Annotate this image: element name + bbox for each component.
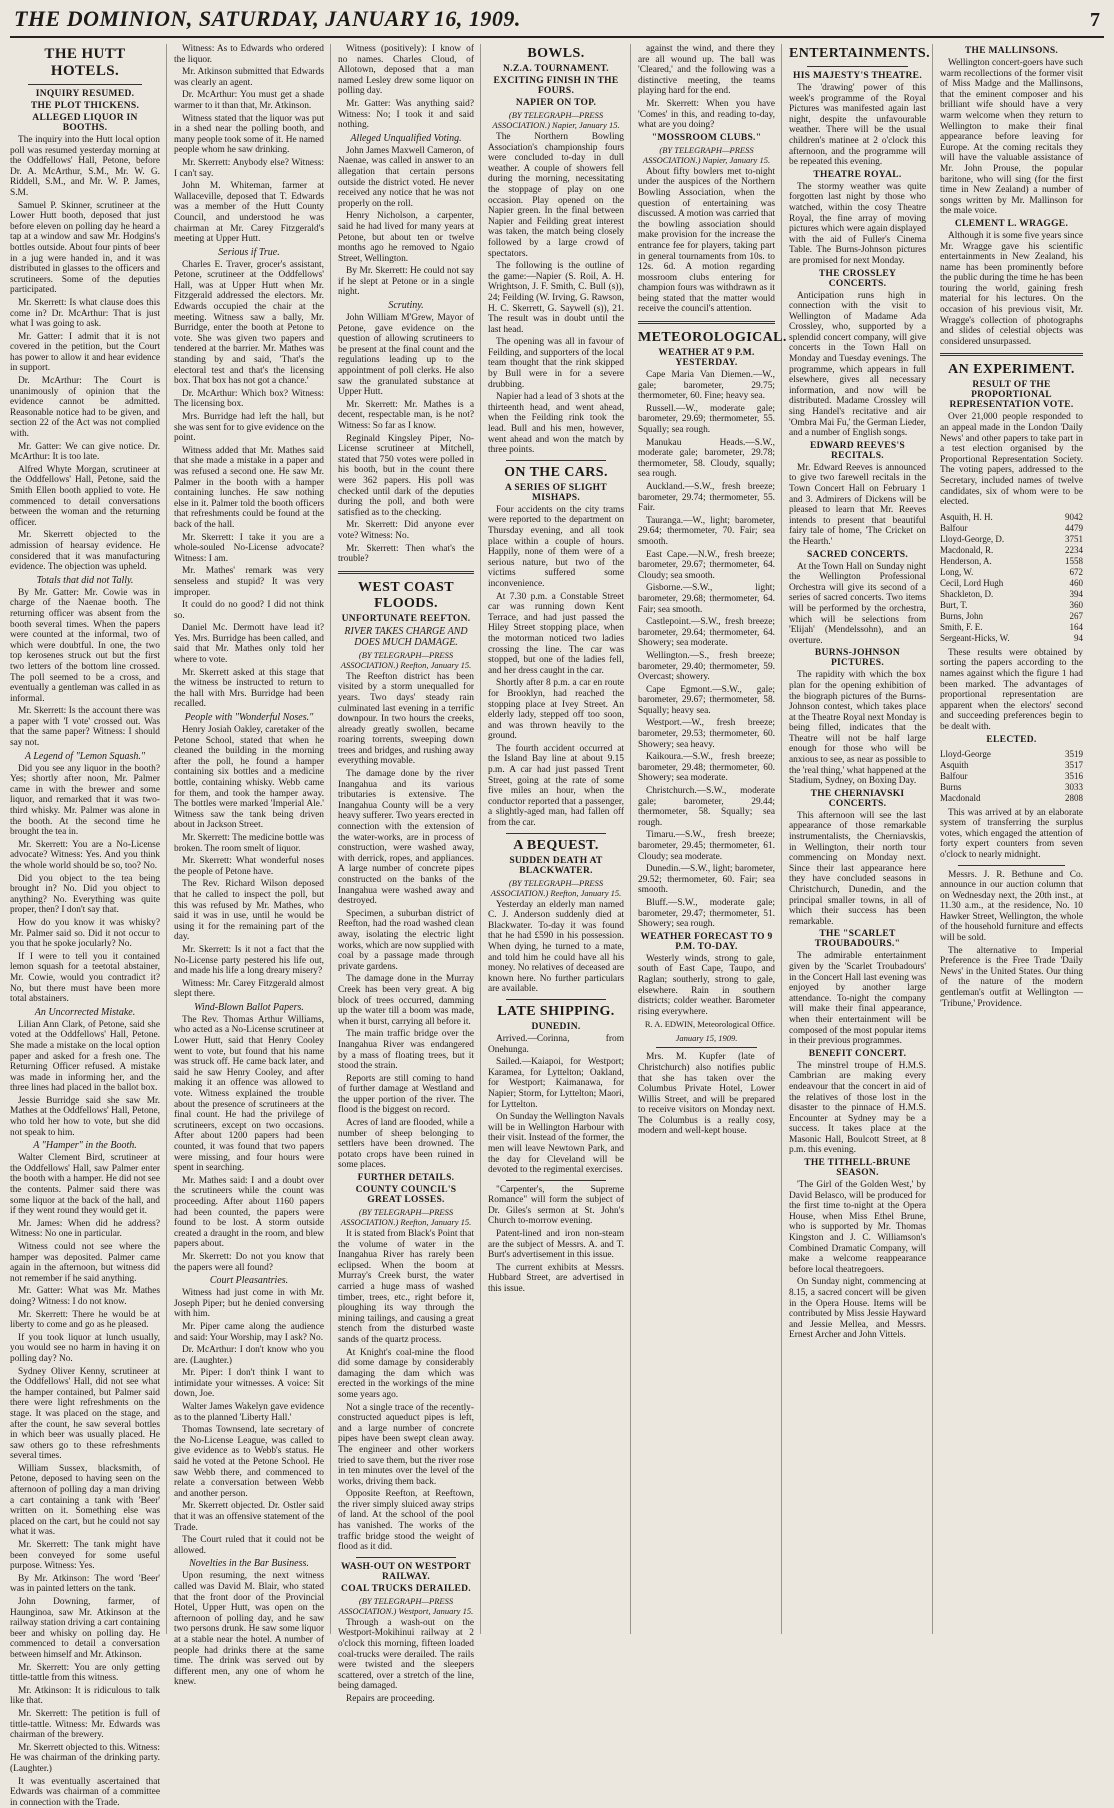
weather-report: Cape Egmont.—S.W., gale; barometer, 29.67; thermometer, 58. Squally; heavy sea.	[638, 685, 775, 717]
candidate-name: Macdonald, R.	[940, 545, 993, 556]
weather-report: Kaikoura.—S.W., fresh breeze; barometer, 29.48; thermometer, 60. Showery; sea moderate.	[638, 752, 775, 784]
article-headline: THE HUTT HOTELS.	[10, 46, 160, 80]
paragraph: The minstrel troupe of H.M.S. Cambrian are making every endeavour that the concert in aid of the relatives of those lost in the disaster to the pinnace of H.M.S. Encounter at Sydney may be a success. It takes place at the Masonic Hall, Boulcott Street, at 8 p.m. this evening.	[789, 1061, 926, 1156]
paragraph: Dr. McArthur: The Court is unanimously of opinion that the evidence cannot be admitted. Reasonable notice had to be given, and section 22 of the Act was not complied with.	[10, 376, 160, 440]
article-subhead: COUNTY COUNCIL'S GREAT LOSSES.	[338, 1185, 474, 1205]
dateline: (BY TELEGRAPH—PRESS ASSOCIATION.) Napier, January 15.	[638, 145, 775, 165]
paragraph: Witness could not see where the hamper was deposited. Palmer came again in the afternoon, but witness did not remember if he said anything.	[10, 1242, 160, 1284]
paragraph: John James Maxwell Cameron, of Naenae, was called in answer to an allegation that certain persons outside the district voted. He never received any notice that he was not properly on the roll.	[338, 146, 474, 210]
paragraph: Daniel Mc. Dermott have lead it? Yes. Mrs. Burridge has been called, and said that Mr. Mathes only told her where to vote.	[174, 623, 324, 665]
vote-count: 360	[1070, 600, 1084, 611]
paragraph: This was arrived at by an elaborate system of transferring the surplus votes, which engaged the attention of forty expert counters from seven o'clock to nearly midnight.	[940, 808, 1083, 861]
dateline: (BY TELEGRAPH—PRESS ASSOCIATION.) Reefton, January 15.	[338, 650, 474, 670]
paragraph: Mr. Mathes' remark was very senseless and stupid? It was very improper.	[174, 566, 324, 598]
divider	[28, 84, 142, 85]
paragraph: Mr. Piper came along the audience and said: Your Worship, may I ask? No.	[174, 1322, 324, 1343]
article-subhead: WASH-OUT ON WESTPORT RAILWAY.	[338, 1562, 474, 1582]
paragraph: Walter James Wakelyn gave evidence as to the planned 'Liberty Hall.'	[174, 1402, 324, 1423]
article-subhead: THE TITHELL-BRUNE SEASON.	[789, 1158, 926, 1178]
vote-count: 3516	[1065, 771, 1083, 782]
candidate-name: Cecil, Lord Hugh	[940, 578, 1003, 589]
paragraph: Mrs. M. Kupfer (late of Christchurch) also notifies public that she has taken over the Columbus Private Hotel, Lower Willis Street, and will be prepared to receive visitors on Monday next. The Columbus is a really cosy, modern and well-kept house.	[638, 1052, 775, 1137]
vote-count: 1558	[1065, 556, 1083, 567]
article-subhead: EDWARD REEVES'S RECITALS.	[789, 441, 926, 461]
paragraph: These results were obtained by sorting the papers according to the names against which the figure 1 had been marked. The advantages of proportional representation are apparent when the electors' second and succeeding preferences begin to be dealt with.	[940, 648, 1083, 733]
paragraph: Walter Clement Bird, scrutineer at the Oddfellows' Hall, saw Palmer enter the booth with a hamper. He did not see the contents. Palmer said there was some liquor at the back of the hall, and if they went round they would get it.	[10, 1153, 160, 1217]
paragraph: The following is the outline of the game:—Napier (S. Roil, A. H. Wrightson, J. F. Smith, C. Bull (s)), 24; Feilding (W. Irving, G. Rawson, H. C. Skerrett, G. Saywell (s)), 21. The result was in doubt until the last head.	[488, 261, 624, 335]
paragraph: The Rev. Thomas Arthur Williams, who acted as a No-License scrutineer at Lower Hutt, said that Henry Cooley went to vote, but found that his name was struck off. He came back later, and said he saw Henry Cooley, and after making it an offence was allowed to vote. Witness explained the trouble about the presence of scrutineers at the final count. He had the privilege of scrutineers, except on two occasions. After about 1200 papers had been counted, it was found that two papers were missing, and four hours were spent in searching.	[174, 1015, 324, 1174]
article-headline: ON THE CARS.	[488, 465, 624, 481]
vote-count: 3517	[1065, 760, 1083, 771]
article-subhead: THE CROSSLEY CONCERTS.	[789, 269, 926, 289]
paragraph: against the wind, and there they are all wound up. The ball was 'Cleared,' and the following was a distinctive meeting, the teams playing hard for the end.	[638, 44, 775, 97]
paragraph: Mr. Edward Reeves is announced to give two farewell recitals in the Town Concert Hall on February 1 and 3. Admirers of Dickens will be pleased to learn that Mr. Reeves intends to present that beautiful fairy tale of home, 'The Cricket on the Hearth.'	[789, 463, 926, 548]
article-subhead: EXCITING FINISH IN THE FOURS.	[488, 76, 624, 96]
article-subhead: "MOSSROOM CLUBS."	[638, 133, 775, 143]
section-heading: A "Hamper" in the Booth.	[10, 1140, 160, 1151]
paragraph: Wellington concert-goers have such warm recollections of the former visit of Miss Madge and the Mallinsons, that the eminent composer and his brilliant wife should have a very warm welcome when they return to Wellington to make their final appearance before leaving for Europe. At the coming recitals they will have the valuable assistance of Mr. John Prouse, the popular baritone, who will sing (for the first time in New Zealand) a number of songs written by Mr. Mallinson for the male voice.	[940, 58, 1083, 217]
article-subhead: INQUIRY RESUMED.	[10, 89, 160, 99]
paragraph: Over 21,000 people responded to an appeal made in the London 'Daily News' and other papers to take part in a test election organised by the Proportional Representation Society. The voting papers, addressed to the Secretary, included names of twelve candidates, six of whom were to be elected.	[940, 412, 1083, 507]
article-subhead: N.Z.A. TOURNAMENT.	[488, 64, 624, 74]
paragraph: The rapidity with which the box plan for the opening exhibition of the biograph pictures of the Burns-Johnson contest, which takes place at the Theatre Royal next Monday is being filled, indicates that the Theatre will not be half large enough for those who will be anxious to see, as near as possible to the 'real thing,' what happened at the Stadium, Sydney, on Boxing Day.	[789, 670, 926, 787]
candidate-name: Asquith, H. H.	[940, 512, 993, 523]
paragraph: Lilian Ann Clark, of Petone, said she voted at the Oddfellows' Hall, Petone. She made a mistake on the local option paper and asked for a fresh one. The Returning Officer refused. A mistake was made in informing her, and the three lines had placed in the ballot box.	[10, 1020, 160, 1094]
candidate-name: Shackleton, D.	[940, 589, 993, 600]
column-5	[638, 44, 782, 1634]
columns	[10, 44, 1104, 1634]
paragraph: The Reefton district has been visited by a storm unequalled for years. Two days' steady rain culminated last evening in a terrific downpour. In two hours the creeks, already greatly swollen, became roaring torrents, sweeping down trees and bridges, and rushing away everything movable.	[338, 672, 474, 767]
paragraph: It could do no good? I did not think so.	[174, 600, 324, 621]
article-subhead: SUDDEN DEATH AT BLACKWATER.	[488, 856, 624, 876]
weather-report: Westport.—W., fresh breeze; barometer, 29.53; thermometer, 60. Showery; sea heavy.	[638, 718, 775, 750]
paragraph: The Northern Bowling Association's championship fours were concluded to-day in dull weather. A couple of showers fell during the morning, necessitating the stoppage of play on one occasion. Play opened on the Napier green. In the final between Napier and Feilding great interest was taken, the match being closely followed by a large crowd of spectators.	[488, 132, 624, 259]
paragraph: Mr. Skerrett: What wonderful noses the people of Petone have.	[174, 856, 324, 877]
article-subhead: A SERIES OF SLIGHT MISHAPS.	[488, 483, 624, 503]
article-subhead: THEATRE ROYAL.	[789, 170, 926, 180]
section-heading: People with "Wonderful Noses."	[174, 712, 324, 723]
section-heading: Serious if True.	[174, 247, 324, 258]
divider	[506, 999, 606, 1000]
candidate-name: Long, W.	[940, 567, 973, 578]
paragraph: Mr. Skerrett: When you have 'Comes' in this, and reading to-day, what are you doing?	[638, 99, 775, 131]
article-subhead: WEATHER FORECAST TO 9 P.M. TO-DAY.	[638, 932, 775, 952]
paragraph: Witness: As to Edwards who ordered the liquor.	[174, 44, 324, 65]
weather-report: Timaru.—S.W., fresh breeze; barometer, 29.45; thermometer, 61. Cloudy; sea moderate.	[638, 830, 775, 862]
tally-row	[940, 622, 1083, 633]
paragraph: Mr. Atkinson submitted that Edwards was clearly an agent.	[174, 67, 324, 88]
candidate-name: Henderson, A.	[940, 556, 992, 567]
weather-report: Russell.—W., moderate gale; barometer, 29.69; thermometer, 55. Squally; sea rough.	[638, 404, 775, 436]
candidate-name: Burns	[940, 782, 962, 793]
article-subhead: DUNEDIN.	[488, 1022, 624, 1032]
paragraph: Mr. Skerrett: You are a No-License advocate? Witness: Yes. And you think the whole world should be so, too? No.	[10, 840, 160, 872]
tally-row	[940, 760, 1083, 771]
vote-count: 94	[1074, 633, 1083, 644]
paragraph: Reports are still coming to hand of further damage at Westland and the upper portion of the river. The flood is the biggest on record.	[338, 1074, 474, 1116]
article-subhead: THE "SCARLET TROUBADOURS."	[789, 929, 926, 949]
paragraph: Mr. Skerrett objected to this. Witness: He was chairman of the drinking party. (Laughter.)	[10, 1743, 160, 1775]
weather-report: Cape Maria Van Diemen.—W., gale; barometer, 29.75; thermometer, 60. Fine; heavy sea.	[638, 370, 775, 402]
section-heading: Novelties in the Bar Business.	[174, 1558, 324, 1569]
paragraph: Dr. McArthur: Which box? Witness: The licensing box.	[174, 389, 324, 410]
paragraph: The fourth accident occurred at the Island Bay line at about 9.15 p.m. A car had just passed Trent Street, going at the rate of some five miles an hour, when the conductor reported that a passenger, a slightly-aged man, had fallen off from the car.	[488, 744, 624, 829]
article-subhead: THE PLOT THICKENS.	[10, 101, 160, 111]
paragraph: Henry Josiah Oakley, caretaker of the Petone School, stated that when he cleaned the building in the morning after the poll, he found a hamper containing six bottles and a medicine bottle, containing whisky. Webb came for them, and took the hamper away. The bottles were marked 'Imperial Ale.' Witness saw the tank being driven about in Jackson Street.	[174, 725, 324, 831]
paragraph: Did you see any liquor in the booth? Yes; shortly after noon, Mr. Palmer came in with the brewer and some liquor, and remarked that it was two-third whisky. Mr. Palmer was alone in the booth. At the second time he brought the tea in.	[10, 764, 160, 838]
divider	[638, 321, 775, 324]
weather-report: Gisborne.—S.W., light; barometer, 29.68; thermometer, 64. Fair; sea smooth.	[638, 583, 775, 615]
tally-row	[940, 556, 1083, 567]
paragraph: Mr. Skerrett: The tank might have been conveyed for some useful purpose. Witness: Yes.	[10, 1540, 160, 1572]
tally-row	[940, 771, 1083, 782]
article-subhead: BENEFIT CONCERT.	[789, 1049, 926, 1059]
divider	[506, 460, 606, 461]
divider	[807, 66, 908, 67]
paragraph: Mrs. Burridge had left the hall, but she was sent for to give evidence on the point.	[174, 412, 324, 444]
article-headline: AN EXPERIMENT.	[940, 362, 1083, 378]
paragraph: 'The Girl of the Golden West,' by David Belasco, will be produced for the first time to-night at the Opera House, when Miss Ethel Brune, who is supported by Mr. Thomas Kingston and J. C. Williamson's Combined Dramatic Company, will make a welcome reappearance before local theatregoers.	[789, 1180, 926, 1275]
candidate-name: Smith, F. E.	[940, 622, 983, 633]
dateline: (BY TELEGRAPH—PRESS ASSOCIATION.) Westport, January 15.	[338, 1596, 474, 1616]
paragraph: Witness had just come in with Mr. Joseph Piper; but he denied conversing with him.	[174, 1288, 324, 1320]
paragraph: Mr. Skerrett: Did anyone ever vote? Witness: No.	[338, 520, 474, 541]
section-heading: Wind-Blown Ballot Papers.	[174, 1002, 324, 1013]
paragraph: Acres of land are flooded, while a number of sheep belonging to settlers have been drowned. The potato crops have been ruined in some places.	[338, 1118, 474, 1171]
vote-tally	[940, 512, 1083, 644]
paragraph: The stormy weather was quite forgotten last night by those who watched, within the cosy Theatre Royal, the fine array of moving pictures which were again displayed with the aid of Fuller's Cinema Table. The Burns-Johnson pictures are promised for next Monday.	[789, 182, 926, 267]
article-subhead: RIVER TAKES CHARGE AND DOES MUCH DAMAGE.	[338, 626, 474, 648]
paragraph: The damage done by the river Inangahua and its various tributaries is extensive. The Inangahua County will be a very heavy sufferer. Two years erected in connection with the extension of the water-works, are in process of construction, were washed away, with derrick, ropes, and appliances. A large number of concrete pipes constructed on the banks of the Inangahua were washed away and destroyed.	[338, 769, 474, 907]
article-subhead: FURTHER DETAILS.	[338, 1173, 474, 1183]
paragraph: Specimen, a suburban district of Reefton, had the road washed clean away, isolating the electric light works, which are now supplied with coal by a passage made through private gardens.	[338, 909, 474, 973]
weather-report: Dunedin.—S.W., light; barometer, 29.52; thermometer, 60. Fair; sea smooth.	[638, 864, 775, 896]
paragraph: Upon resuming, the next witness called was David M. Blair, who stated that the front door of the Provincial Hotel, Upper Hutt, was open on the afternoon of polling day, and he saw two persons drunk. He saw some liquor at a stable near the hotel. A number of people had drinks there at the same time. The drink was served out by different men, any one of whom he knew.	[174, 1571, 324, 1688]
paragraph: The current exhibits at Messrs. Hubbard Street, are advertised in this issue.	[488, 1263, 624, 1295]
tally-row	[940, 793, 1083, 804]
section-heading: Scrutiny.	[338, 300, 474, 311]
paragraph: By Mr. Skerrett: He could not say if he slept at Petone or in a single night.	[338, 266, 474, 298]
column-2	[174, 44, 331, 1634]
paragraph: Mr. Mathes said: I and a doubt over the scrutineers while the count was proceeding. After about 1160 papers had been counted, the papers were found to be lost. A storm outside created a draught in the room, and blew papers about.	[174, 1176, 324, 1250]
paragraph: Yesterday an elderly man named C. J. Anderson suddenly died at Blackwater. To-day it was found that he had £590 in his possession. When dying, he turned to a mate, and told him he could have all his money. No relatives of deceased are known here. No further particulars are available.	[488, 900, 624, 995]
paragraph: Mr. Atkinson: It is ridiculous to talk like that.	[10, 1686, 160, 1707]
paragraph: Alfred Whyte Morgan, scrutineer at the Oddfellows' Hall, Petone, said the Smith Ellen booth applied to vote. He commenced to detail conversations between the woman and the returning officer.	[10, 465, 160, 529]
paragraph: At 7.30 p.m. a Constable Street car was running down Kent Terrace, and had just passed the Hiley Street stopping place, when the motorman noticed two ladies crossing the line. The car was stopped, but one of the ladies fell, and her dress caught in the car.	[488, 592, 624, 677]
candidate-name: Balfour	[940, 523, 968, 534]
vote-count: 2808	[1065, 793, 1083, 804]
paragraph: The main traffic bridge over the Inangahua River was endangered by a mass of floating trees, but it stood the strain.	[338, 1029, 474, 1071]
article-subhead: CLEMENT L. WRAGGE.	[940, 219, 1083, 229]
section-heading: Totals that did not Tally.	[10, 575, 160, 586]
vote-count: 460	[1070, 578, 1084, 589]
paragraph: The damage done in the Murray Creek has been very great. A big block of trees occurred, damming up the water till a boom was made, when it burst, carrying all before it.	[338, 974, 474, 1027]
signature: R. A. EDWIN, Meteorological Office.	[638, 1019, 775, 1029]
article-subhead: UNFORTUNATE REEFTON.	[338, 614, 474, 624]
vote-count: 267	[1070, 611, 1084, 622]
article-headline: ENTERTAINMENTS.	[789, 46, 926, 62]
paragraph: Mr. James: When did he address? Witness: No one in particular.	[10, 1219, 160, 1240]
candidate-name: Asquith	[940, 760, 969, 771]
paragraph: Mr. Skerrett: Is it not a fact that the No-License party pestered his life out, and made his life a long dreary misery?	[174, 945, 324, 977]
section-heading: Court Pleasantries.	[174, 1275, 324, 1286]
article-subhead: SACRED CONCERTS.	[789, 550, 926, 560]
tally-row	[940, 589, 1083, 600]
article-headline: A BEQUEST.	[488, 838, 624, 854]
paragraph: Mr. Skerrett: Anybody else? Witness: I can't say.	[174, 158, 324, 179]
paragraph: Dr. McArthur: You must get a shade warmer to it than that, Mr. Atkinson.	[174, 90, 324, 111]
weather-report: Christchurch.—S.W., moderate gale; barometer, 29.44; thermometer, 58. Squally; sea rough.	[638, 786, 775, 828]
paragraph: The inquiry into the Hutt local option poll was resumed yesterday morning at the Oddfellows' Hall, Petone, before Dr. A. McArthur, S.M., Mr. W. G. Riddell, S.M., and Mr. W. P. James, S.M.	[10, 135, 160, 199]
weather-report: Wellington.—S., fresh breeze; barometer, 29.40; thermometer, 59. Overcast; showery.	[638, 651, 775, 683]
paragraph: Mr. Skerrett: You are only getting tittle-tattle from this witness.	[10, 1663, 160, 1684]
paragraph: John William M'Grew, Mayor of Petone, gave evidence on the question of allowing scrutineers to be present at the final count and the regulations leading up to the appointment of poll clerks. He also saw the granulated substance at Upper Hutt.	[338, 313, 474, 398]
vote-count: 672	[1070, 567, 1084, 578]
article-subhead: BURNS-JOHNSON PICTURES.	[789, 648, 926, 668]
paragraph: Mr. Gatter: What was Mr. Mathes doing? Witness: I do not know.	[10, 1286, 160, 1307]
tally-row	[940, 512, 1083, 523]
paragraph: Messrs. J. R. Bethune and Co. announce in our auction column that on Wednesday next, the 20th inst., at 11.30 a.m., at the residence, No. 10 Hawker Street, Wellington, the whole of the household furniture and effects will be sold.	[940, 870, 1083, 944]
candidate-name: Burt, T.	[940, 600, 967, 611]
page-number: 7	[1090, 9, 1100, 32]
column-4	[488, 44, 631, 1634]
paragraph: Mr. Gatter: I admit that it is not covered in the petition, but the Court has power to allow it and hear evidence in support.	[10, 332, 160, 374]
vote-count: 2234	[1065, 545, 1083, 556]
vote-count: 3519	[1065, 749, 1083, 760]
tally-row	[940, 545, 1083, 556]
weather-report: Tauranga.—W., light; barometer, 29.64; thermometer, 70. Fair; sea smooth.	[638, 516, 775, 548]
article-subhead: HIS MAJESTY'S THEATRE.	[789, 71, 926, 81]
paragraph: Mr. Skerrett: Is the account there was a paper with 'I vote' crossed out. Was that the same paper? Witness: I should say not.	[10, 706, 160, 748]
paragraph: Did you object to the tea being brought in? No. Did you object to anything? No. Everything was quite proper, then? I don't say that.	[10, 874, 160, 916]
paragraph: It was eventually ascertained that Edwards was chairman of a committee in connection with the Trade.	[10, 1777, 160, 1808]
tally-row	[940, 578, 1083, 589]
divider	[656, 1047, 757, 1048]
paragraph: On Sunday the Wellington Navals will be in Wellington Harbour with their visit. Instead of the former, the men will leave Newtown Park, and the day for Cleveland will be devoted to the regimental exercises.	[488, 1112, 624, 1176]
masthead	[10, 6, 1104, 38]
weather-report: East Cape.—N.W., fresh breeze; barometer, 29.67; thermometer, 64. Cloudy; sea smooth.	[638, 550, 775, 582]
paragraph: Witness (positively): I know of no names. Charles Cloud, of Allotown, deposed that a man named Lesley drew some liquor on polling day.	[338, 44, 474, 97]
paragraph: Not a single trace of the recently-constructed aqueduct pipes is left, and a large number of concrete pipes have been swept clean away. The engineer and other workers tried to save them, but the river rose in ten minutes over the level of the works, driving them back.	[338, 1403, 474, 1488]
paragraph: This afternoon will see the last appearance of those remarkable instrumentalists, the Cherniavskis, in Wellington, their north tour commencing on Monday next. Since their last appearance here they have concluded seasons in Christchurch, Dunedin, and the principal smaller towns, in all of which their success has been remarkable.	[789, 811, 926, 928]
paragraph: Repairs are proceeding.	[338, 1694, 474, 1705]
paragraph: Witness added that Mr. Mathes said that she made a mistake in a paper and was refused a second one. He saw Mr. Palmer in the booth with a hamper containing lunches. He saw nothing else in it. Palmer told the booth officers that refreshments could be found at the back of the hall.	[174, 446, 324, 531]
tally-row	[940, 749, 1083, 760]
article-subhead: ALLEGED LIQUOR IN BOOTHS.	[10, 113, 160, 133]
paragraph: At Knight's coal-mine the flood did some damage by considerably damaging the dam which was erected in the workings of the mine some years ago.	[338, 1348, 474, 1401]
paragraph: Charles E. Traver, grocer's assistant, Petone, scrutineer at the Oddfellows' Hall, was at Upper Hutt when Mr. Fitzgerald addressed the electors. Mr. Edwards occupied the chair at the meeting. Witness saw a bally, Mr. Burridge, enter the booth at Petone to vote. She was given two papers and tendered at the barrier. Mr. Mathes was standing by and said, 'That's the electoral test and that's the licensing box. That box has not got a chance.'	[174, 260, 324, 387]
paragraph: Sydney Oliver Kenny, scrutineer at the Oddfellows' Hall, did not see what the hamper contained, but Palmer said there were light refreshments on the stage. It was placed on the stage, and after the count, he saw several bottles in which beer was usually placed. He saw others go to these refreshments several times.	[10, 1367, 160, 1462]
paragraph: Mr. Gatter: Was anything said? Witness: No; I took it and said nothing.	[338, 99, 474, 131]
tally-row	[940, 534, 1083, 545]
paragraph: Shortly after 8 p.m. a car en route for Brooklyn, had reached the stopping place at Ivey Street. An elderly lady, stepped off too soon, and was thrown heavily to the ground.	[488, 678, 624, 742]
paragraph: Mr. Skerrett: Is what clause does this come in? Dr. McArthur: That is just what I was going to ask.	[10, 298, 160, 330]
article-subhead: RESULT OF THE PROPORTIONAL REPRESENTATION VOTE.	[940, 380, 1083, 410]
weather-report: Bluff.—S.W., moderate gale; barometer, 29.47; thermometer, 51. Showery; sea rough.	[638, 898, 775, 930]
weather-report: Auckland.—S.W., fresh breeze; barometer, 29.74; thermometer, 55. Fair.	[638, 482, 775, 514]
paragraph: The Court ruled that it could not be allowed.	[174, 1535, 324, 1556]
vote-count: 164	[1070, 622, 1084, 633]
paragraph: Westerly winds, strong to gale, south of East Cape, Taupo, and Raglan; southerly, strong to gale, elsewhere. Rain in southern districts; colder weather. Barometer rising everywhere.	[638, 954, 775, 1018]
paragraph: The alternative to Imperial Preference is the Free Trade 'Daily News' in the United States. Our thing of the nature of the modern gentleman's outfit at Wellington — 'Tribune,' Providence.	[940, 946, 1083, 1010]
paragraph: About fifty bowlers met to-night under the auspices of the Northern Bowling Association, when the question of entertaining was discussed. A motion was carried that the bowling association should make provision for the increase the entrance fee for players, taking part in general tournaments from 10s. to 12s. 6d. A motion regarding mossroom clubs entering for champion fours was withdrawn as it being stated that the matter would receive the council's attention.	[638, 167, 775, 315]
dateline: (BY TELEGRAPH—PRESS ASSOCIATION.) Reefton, January 15.	[338, 1207, 474, 1227]
paragraph: John M. Whiteman, farmer at Wallaceville, deposed that T. Edwards was a member of the Hutt County Council, and understood he was chairman at Mr. Carey Fitzgerald's meeting at Upper Hutt.	[174, 181, 324, 245]
divider	[356, 1557, 456, 1558]
article-headline: BOWLS.	[488, 46, 624, 62]
paragraph: Dr. McArthur: I don't know who you are. (Laughter.)	[174, 1345, 324, 1366]
section-heading: An Uncorrected Mistake.	[10, 1007, 160, 1018]
divider	[940, 353, 1083, 356]
paragraph: John Downing, farmer, of Haunginoa, saw Mr. Atkinson at the railway station driving a cart containing beer and whisky on polling day. He commenced to detail a conversation between himself and Mr. Atkinson.	[10, 1597, 160, 1661]
vote-count: 4479	[1065, 523, 1083, 534]
paragraph: Although it is some five years since Mr. Wragge gave his scientific entertainments in New Zealand, his name has been prominently before the public during the time he has been touring the world, gaining fresh material for his lectures. On the occasion of his previous visit, Mr. Wragge's collection of photographs and slides of celestial objects was considered unsurpassed.	[940, 231, 1083, 348]
column-3	[338, 44, 481, 1634]
dateline: (BY TELEGRAPH—PRESS ASSOCIATION.) Reefton, January 15.	[488, 878, 624, 898]
paragraph: The admirable entertainment given by the 'Scarlet Troubadours' in the Concert Hall last evening was enjoyed by another large attendance. To-night the company will make their final appearance, when their entertainment will be composed of the most popular items in their previous programmes.	[789, 951, 926, 1046]
article-subhead: NAPIER ON TOP.	[488, 98, 624, 108]
candidate-name: Burns, John	[940, 611, 983, 622]
candidate-name: Macdonald	[940, 793, 981, 804]
paragraph: Henry Nicholson, a carpenter, said he had lived for many years at Petone, but about ten or twelve months ago he removed to Ngaio Street, Wellington.	[338, 211, 474, 264]
article-headline: METEOROLOGICAL.	[638, 330, 775, 346]
paragraph: The Rev. Richard Wilson deposed that he called to inspect the poll, but this was refused by Mr. Mathes, who said it was in use, until he would be using it for the remaining part of the day.	[174, 879, 324, 943]
paragraph: Mr. Skerrett: The petition is full of tittle-tattle. Witness: Mr. Edwards was chairman of the brewery.	[10, 1709, 160, 1741]
elected-tally	[940, 749, 1083, 804]
paragraph: Mr. Skerrett: Mr. Mathes is a decent, respectable man, is he not? Witness: So far as I know.	[338, 400, 474, 432]
paragraph: Reginald Kingsley Piper, No-License scrutineer at Mitchell, stated that 750 votes were polled in his booth, but in the count there were 362 papers. His poll was checked until dark of the deputies during the poll, and both were satisfied as to the checking.	[338, 434, 474, 519]
vote-count: 394	[1070, 589, 1084, 600]
paragraph: The opening was all in favour of Feilding, and supporters of the local team thought that the rink skipped by Bull were in for a severe drubbing.	[488, 337, 624, 390]
paragraph: Sailed.—Kaiapoi, for Westport; Karamea, for Lyttelton; Oakland, for Westport; Kaimanawa, for Napier; Storm, for Lyttelton; Maori, for Lyttelton.	[488, 1057, 624, 1110]
vote-count: 3033	[1065, 782, 1083, 793]
article-subhead: COAL TRUCKS DERAILED.	[338, 1584, 474, 1594]
paragraph: Mr. Skerrett objected to the admission of hearsay evidence. He considered that it was manufacturing evidence. The objection was upheld.	[10, 530, 160, 572]
article-subhead: THE CHERNIAVSKI CONCERTS.	[789, 789, 926, 809]
paragraph: Mr. Skerrett: The medicine bottle was broken. The room smelt of liquor.	[174, 833, 324, 854]
paragraph: On Sunday night, commencing at 8.15, a sacred concert will be given in the Opera House. Items will be contributed by Miss Jessie Hayward and Jessie Mellea, and Messrs. Ernest Archer and John Vittels.	[789, 1277, 926, 1341]
paragraph: By Mr. Gatter: Mr. Cowie was in charge of the Naenae booth. The returning officer was absent from the booth several times. When the papers were counted at the informal, two of which were doubtful. In one, the two top kerosenes struck out but the first two letters of the bottom line crossed. The poll seemed to be a cross, and eventually a gentleman was called in as informal.	[10, 588, 160, 705]
paragraph: Mr. Skerrett: There he would be at liberty to come and go as he pleased.	[10, 1310, 160, 1331]
dateline: (BY TELEGRAPH—PRESS ASSOCIATION.) Napier, January 15.	[488, 110, 624, 130]
column-6	[789, 44, 933, 1634]
paragraph: "Carpenter's, the Supreme Romance" will form the subject of Dr. Giles's sermon at St. John's Church to-morrow evening.	[488, 1185, 624, 1227]
paragraph: At the Town Hall on Sunday night the Wellington Professional Orchestra will give its second of a series of sacred concerts. Two items will be performed by the orchestra, which will be selections from 'Elijah' (Mendelssohn), and an overture.	[789, 562, 926, 647]
column-1	[10, 44, 167, 1634]
tally-row	[940, 611, 1083, 622]
column-7	[940, 44, 1089, 1634]
article-subhead: WEATHER AT 9 P.M. YESTERDAY.	[638, 348, 775, 368]
tally-row	[940, 782, 1083, 793]
paragraph: Arrived.—Corinna, from Onehunga.	[488, 1034, 624, 1055]
divider	[338, 571, 474, 574]
section-heading: A Legend of "Lemon Squash."	[10, 751, 160, 762]
paragraph: Opposite Reefton, at Reeftown, the river simply sluiced away strips of land. At the school of the pool has vanished. The works of the traffic bridge stood the weight of flood as it did.	[338, 1489, 474, 1553]
paragraph: William Sussex, blacksmith, of Petone, deposed to having seen on the afternoon of polling day a man driving a cart containing a tank with 'Beer' written on it. Something else was placed on the cart, but he could not say what it was.	[10, 1464, 160, 1538]
paragraph: Napier had a lead of 3 shots at the thirteenth head, and went ahead, when the Feilding rink took the lead. Bull and his men, however, went ahead and won the match by three points.	[488, 392, 624, 456]
weather-report: Castlepoint.—S.W., fresh breeze; barometer, 29.64; thermometer, 64. Showery; sea moderate.	[638, 617, 775, 649]
tally-row	[940, 523, 1083, 534]
candidate-name: Sergeant-Hicks, W.	[940, 633, 1010, 644]
tally-row	[940, 600, 1083, 611]
paragraph: If I were to tell you it contained lemon squash for a teetotal abstainer, Mr. Cowie, would you contradict it? No, but there must have been more total abstainers.	[10, 952, 160, 1005]
tally-row	[940, 633, 1083, 644]
paragraph: It is stated from Black's Point that the volume of water in the Inangahua River has rarely been eclipsed. When the boom at Murray's Creek burst, the water carried a huge mass of washed timber, trees, etc., right before it, ploughing its way through the mining tailings, and causing a great stench from the disturbed waste sands of the quartz process.	[338, 1229, 474, 1346]
paragraph: Through a wash-out on the Westport-Mokihinui railway at 2 o'clock this morning, fifteen loaded coal-trucks were derailed. The rails were twisted and the sleepers scattered, over a stretch of the line, being damaged.	[338, 1618, 474, 1692]
dateline: January 15, 1909.	[638, 1033, 775, 1043]
divider	[506, 833, 606, 834]
weather-report: Manukau Heads.—S.W., moderate gale; barometer, 29.78; thermometer, 58. Cloudy, squally; sea rough.	[638, 438, 775, 480]
paragraph: Mr. Skerrett: Do not you know that the papers were all found?	[174, 1252, 324, 1273]
paragraph: Four accidents on the city trams were reported to the department on Thursday evening, and all took place within a couple of hours. Happily, none of them were of a serious nature, but two of the victims suffered some inconvenience.	[488, 505, 624, 590]
paragraph: How do you know it was whisky? Mr. Palmer said so. Did it not occur to you that he spoke jocularly? No.	[10, 918, 160, 950]
paragraph: Witness: Mr. Carey Fitzgerald almost slept there.	[174, 979, 324, 1000]
section-heading: Alleged Unqualified Voting.	[338, 133, 474, 144]
vote-count: 3751	[1065, 534, 1083, 545]
article-subhead: THE MALLINSONS.	[940, 46, 1083, 56]
paragraph: Patent-lined and iron non-steam are the subject of Messrs. A. and T. Burt's advertisement in this issue.	[488, 1229, 624, 1261]
candidate-name: Balfour	[940, 771, 968, 782]
masthead-title: THE DOMINION, SATURDAY, JANUARY 16, 1909.	[14, 6, 521, 32]
paragraph: Mr. Skerrett objected. Dr. Ostler said that it was an offensive statement of the Trade.	[174, 1501, 324, 1533]
tally-row	[940, 567, 1083, 578]
paragraph: By Mr. Atkinson: The word 'Beer' was in painted letters on the tank.	[10, 1574, 160, 1595]
paragraph: Witness stated that the liquor was put in a shed near the polling booth, and many people took some of it. He named people whom he saw drinking.	[174, 114, 324, 156]
paragraph: Mr. Skerrett asked at this stage that the witness be instructed to return to the hall with Mrs. Burridge had been recalled.	[174, 668, 324, 710]
paragraph: The 'drawing' power of this week's programme of the Royal Pictures was manifested again last night, despite the unfavourable weather. There will be the usual children's matinee at 2 o'clock this afternoon, and the programme will be repeated this evening.	[789, 83, 926, 168]
paragraph: Mr. Gatter: We can give notice. Dr. McArthur: It is too late.	[10, 442, 160, 463]
paragraph: Mr. Skerrett: Then what's the trouble?	[338, 544, 474, 565]
article-headline: LATE SHIPPING.	[488, 1004, 624, 1020]
candidate-name: Lloyd-George, D.	[940, 534, 1004, 545]
article-subhead: ELECTED.	[940, 735, 1083, 745]
paragraph: Samuel P. Skinner, scrutineer at the Lower Hutt booth, deposed that just before eleven on polling day he heard a tap at a window and saw Mr. Hodgins's bottles outside. About four pints of beer in a jug were handed in, and it was distributed in glasses to the officers and scrutineers. Some of the deputies participated.	[10, 201, 160, 296]
paragraph: Mr. Skerrett: I take it you are a whole-souled No-License advocate? Witness: I am.	[174, 533, 324, 565]
candidate-name: Lloyd-George	[940, 749, 991, 760]
paragraph: Mr. Piper: I don't think I want to intimidate your witnesses. A voice: Sit down, Joe.	[174, 1368, 324, 1400]
paragraph: Anticipation runs high in connection with the visit to Wellington of Madame Ada Crossley, who, supported by a splendid concert company, will give concerts in the Town Hall on Monday and Tuesday evenings. The programme, which appears in full elsewhere, gives all necessary information, and now will be distributed. Madame Crossley will sing Handel's recitative and air 'Ombra Mai Fu,' the German Lieder, and a number of English songs.	[789, 291, 926, 439]
paragraph: Jessie Burridge said she saw Mr. Mathes at the Oddfellows' Hall, Petone, who told her how to vote, but she did not speak to him.	[10, 1096, 160, 1138]
divider	[506, 1180, 606, 1181]
article-headline: WEST COAST FLOODS.	[338, 580, 474, 612]
paragraph: Thomas Townsend, late secretary of the No-License League, was called to give evidence as to Webb's status. He said he voted at the Petone School. He saw Webb there, and commenced to relate a conversation between Webb and another person.	[174, 1425, 324, 1499]
divider	[958, 865, 1065, 866]
vote-count: 9042	[1065, 512, 1083, 523]
paragraph: If you took liquor at lunch usually, you would see no harm in having it on polling day? No.	[10, 1333, 160, 1365]
